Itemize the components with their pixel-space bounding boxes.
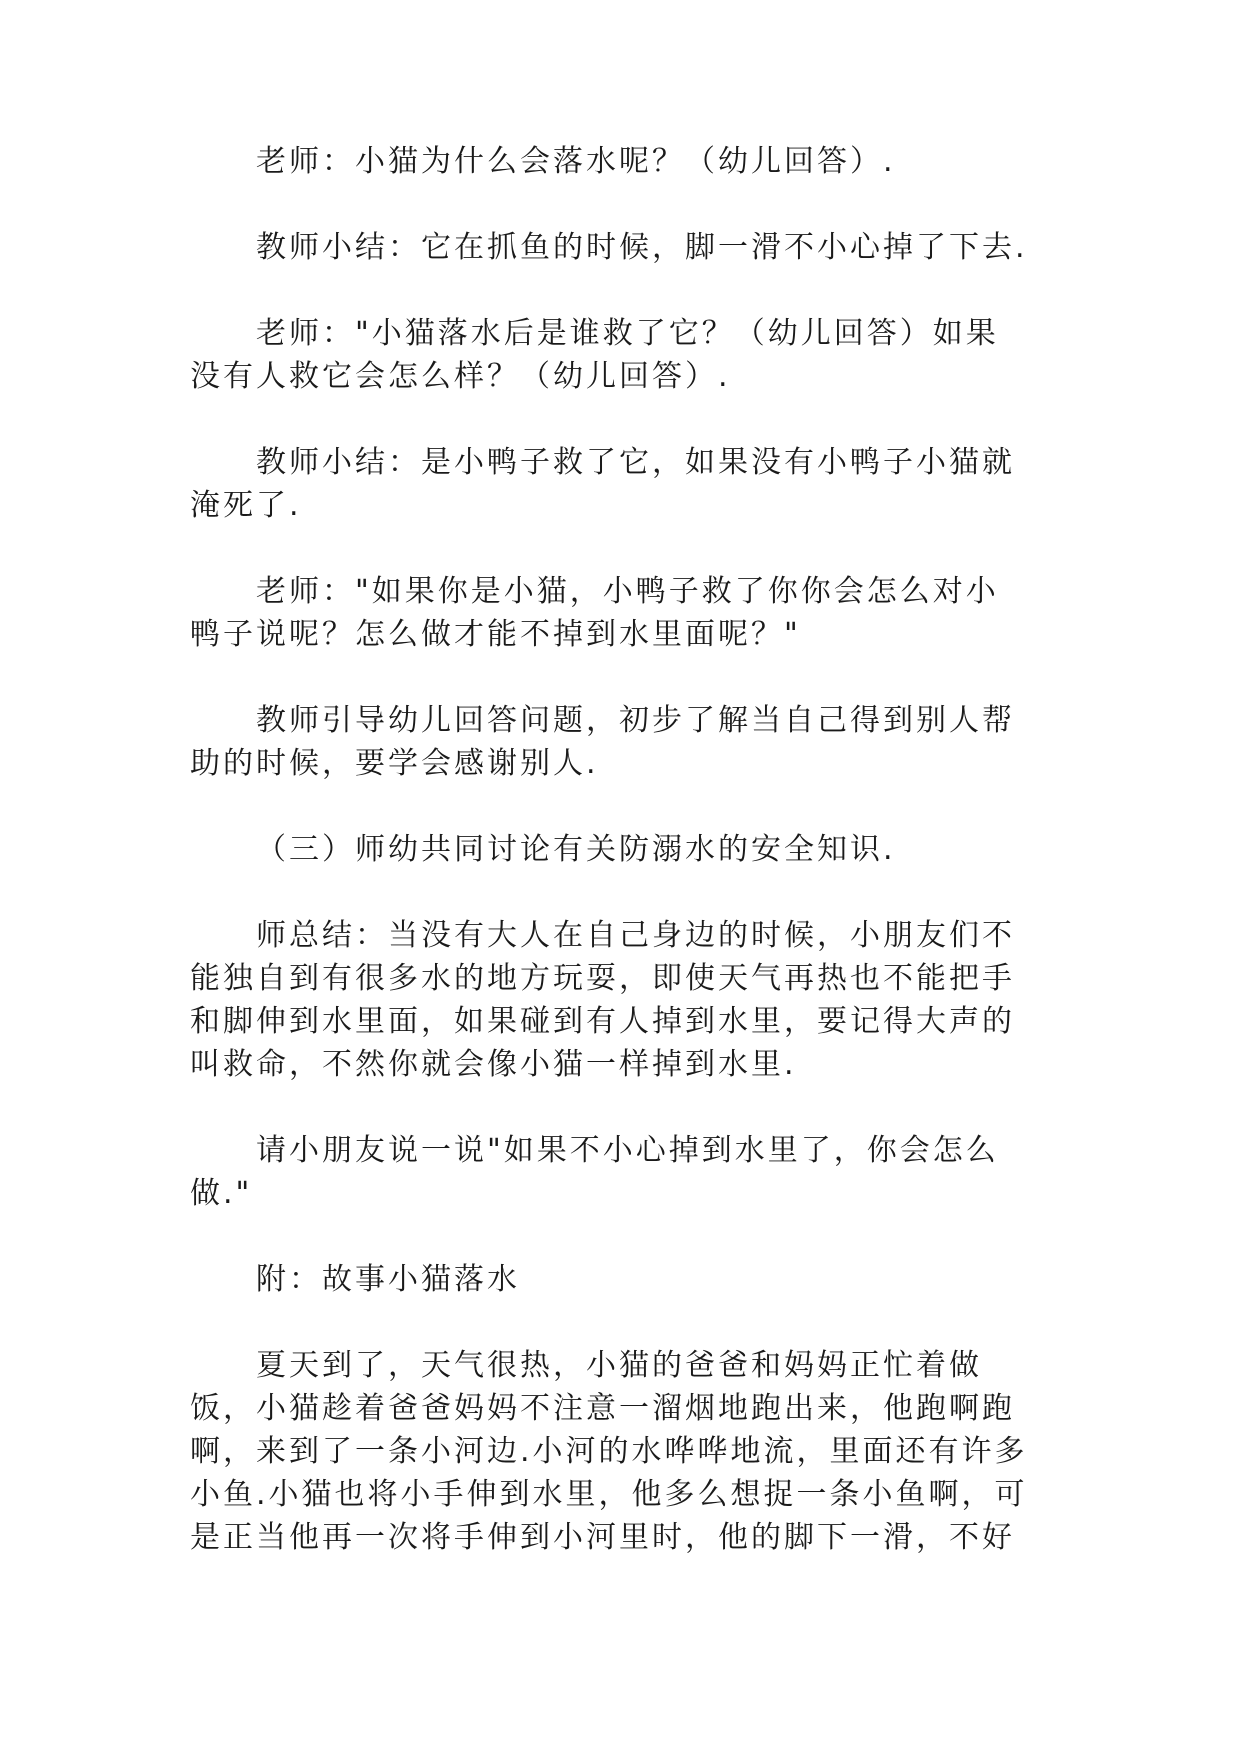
paragraph-3: 老师："小猫落水后是谁救了它？（幼儿回答）如果没有人救它会怎么样？（幼儿回答）. <box>190 316 999 394</box>
paragraph-6: 教师引导幼儿回答问题，初步了解当自己得到别人帮助的时候，要学会感谢别人. <box>190 703 1015 781</box>
paragraph-2: 教师小结：它在抓鱼的时候，脚一滑不小心掉了下去. <box>256 230 1028 265</box>
paragraph-5: 老师："如果你是小猫，小鸭子救了你你会怎么对小鸭子说呢？怎么做才能不掉到水里面呢？" <box>190 574 999 652</box>
paragraph-4: 教师小结：是小鸭子救了它，如果没有小鸭子小猫就淹死了. <box>190 445 1015 523</box>
paragraph-8: 师总结：当没有大人在自己身边的时候，小朋友们不能独自到有很多水的地方玩耍，即使天气再热也不能把手和脚伸到水里面，如果碰到有人掉到水里，要记得大声的叫救命，不然你就会像小猫一样掉到水里. <box>190 918 1015 1082</box>
paragraph-1: 老师：小猫为什么会落水呢？（幼儿回答）. <box>256 144 896 179</box>
paragraph-10: 附：故事小猫落水 <box>256 1262 520 1297</box>
paragraph-7: （三）师幼共同讨论有关防溺水的安全知识. <box>256 832 896 867</box>
paragraph-9: 请小朋友说一说"如果不小心掉到水里了，你会怎么做." <box>190 1133 999 1211</box>
document-body <box>190 140 1030 1602</box>
paragraph-11: 夏天到了，天气很热，小猫的爸爸和妈妈正忙着做饭，小猫趁着爸爸妈妈不注意一溜烟地跑出来，他跑啊跑啊，来到了一条小河边.小河的水哗哗地流，里面还有许多小鱼.小猫也将小手伸到水里，他多么想捉一条小鱼啊，可是正当他再一次将手伸到小河里时，他的脚下一滑，不好 <box>190 1348 1028 1555</box>
